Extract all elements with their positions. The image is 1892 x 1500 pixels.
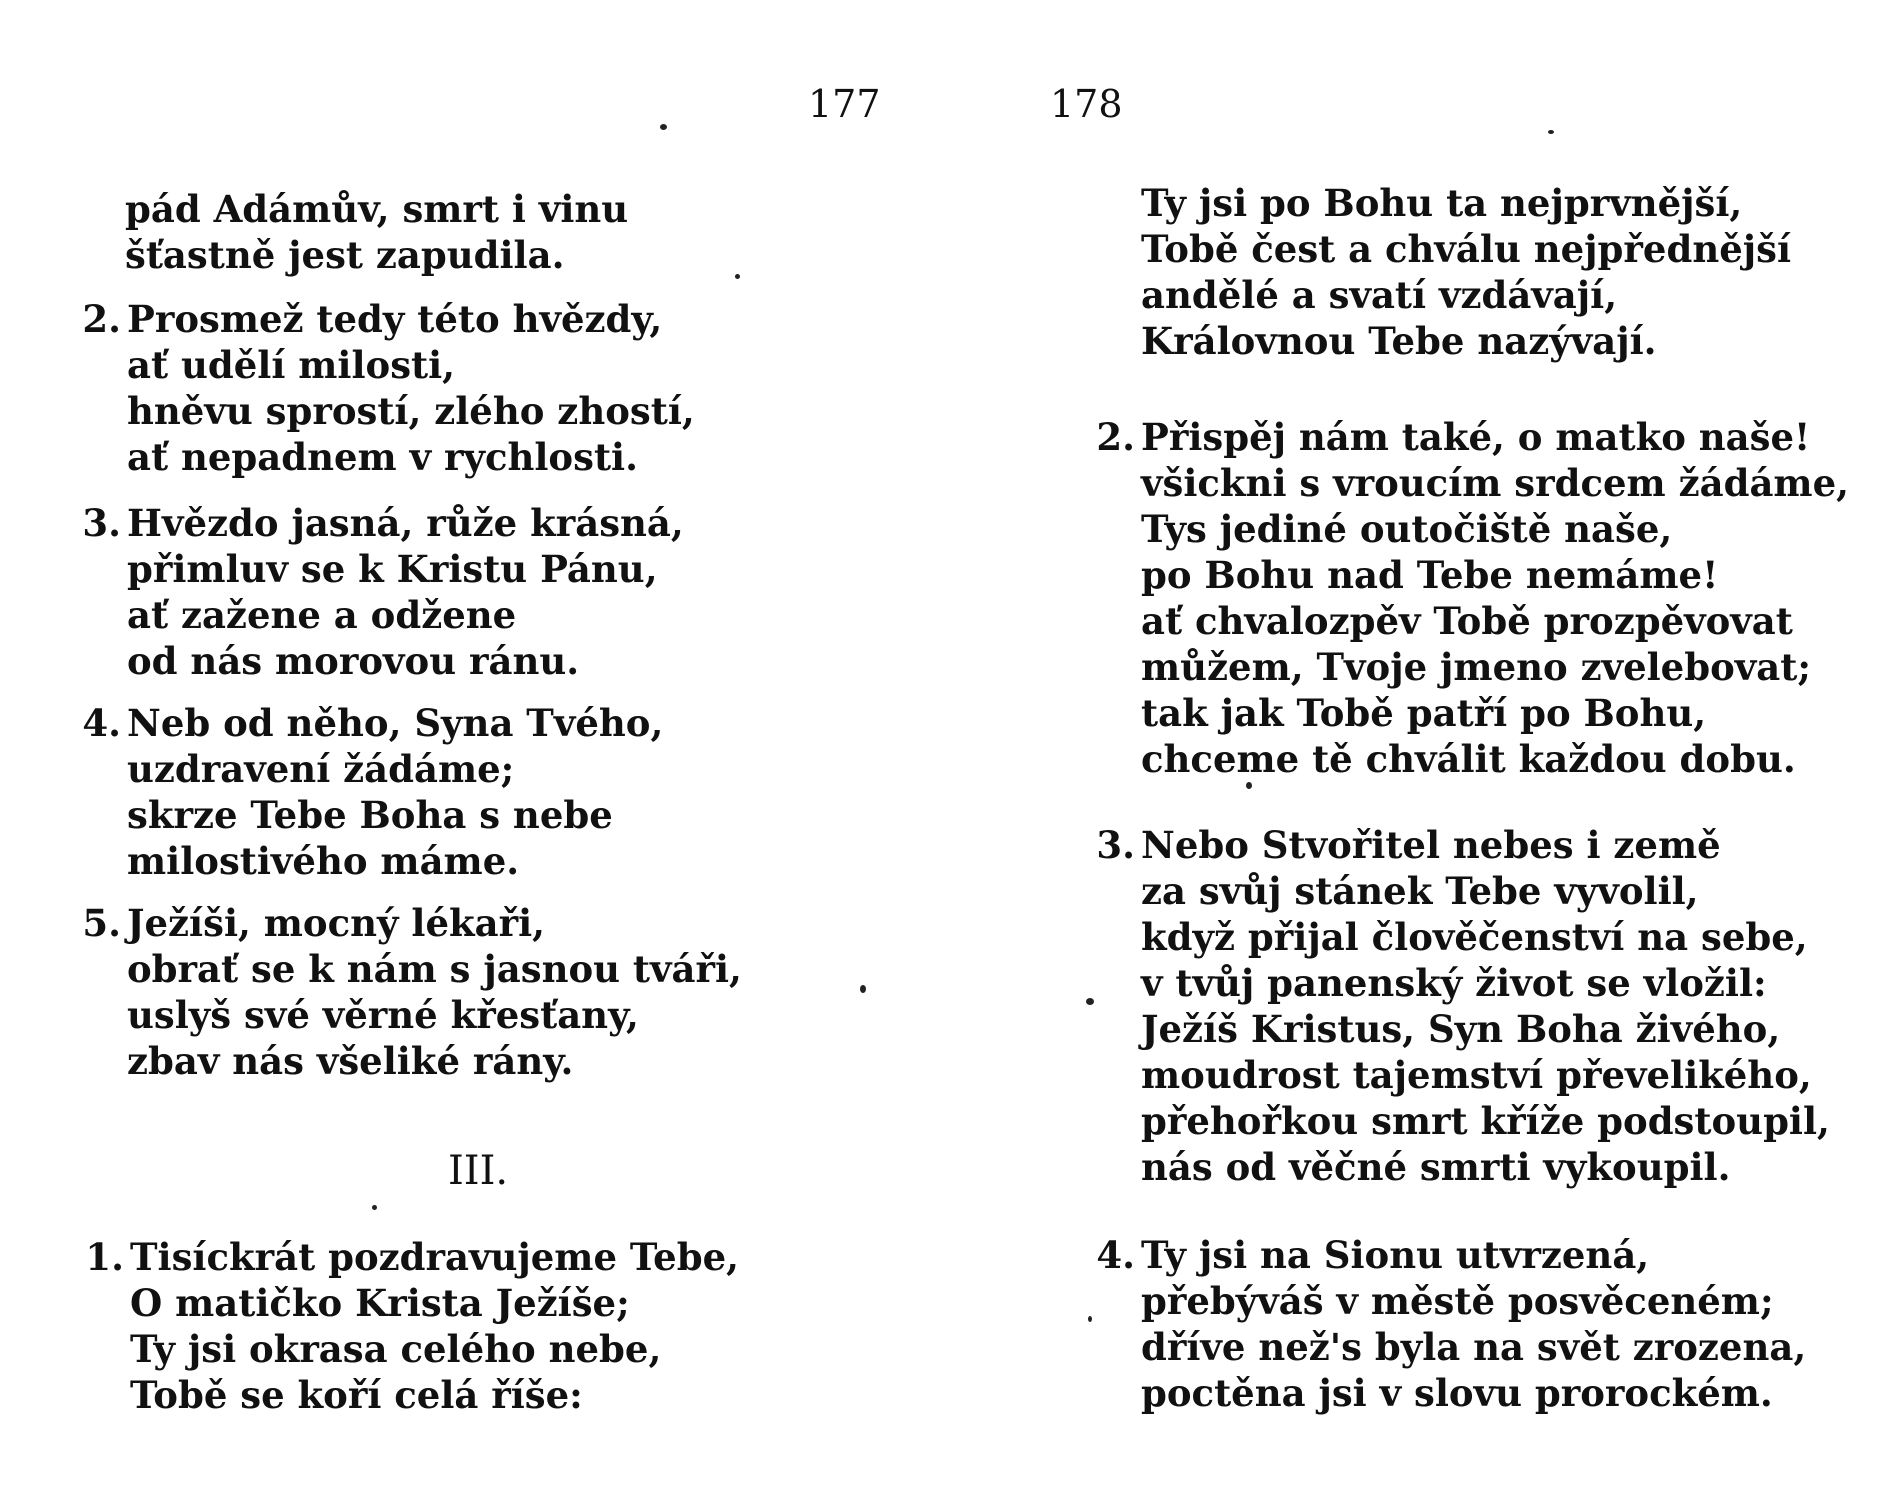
stanza-5 <box>82 900 742 1084</box>
verse-line: Ty jsi okrasa celého nebe, <box>130 1327 662 1371</box>
print-speck <box>1086 998 1094 1005</box>
verse-line: uzdravení žádáme; <box>127 747 515 791</box>
verse-line: ať udělí milosti, <box>127 343 456 387</box>
page-number: 177 <box>808 82 881 126</box>
stanza-4 <box>1096 1232 1807 1416</box>
verse-line: Prosmež tedy této hvězdy, <box>127 297 663 341</box>
stanza-number: 4. <box>82 701 121 745</box>
print-speck <box>1088 1316 1092 1322</box>
stanza-number: 1. <box>85 1235 124 1279</box>
verse-line: hněvu sprostí, zlého zhostí, <box>127 389 695 433</box>
verse-line: Přispěj nám také, o matko naše! <box>1141 415 1811 459</box>
stanza-3 <box>82 500 684 684</box>
verse-line: Nebo Stvořitel nebes i země <box>1141 823 1721 867</box>
verse-line: Královnou Tebe nazývají. <box>1141 319 1657 363</box>
verse-line: moudrost tajemství převelikého, <box>1141 1053 1812 1097</box>
verse-line: za svůj stánek Tebe vyvolil, <box>1141 869 1699 913</box>
stanza-number: 3. <box>82 501 121 545</box>
verse-line: pád Adámův, smrt i vinu <box>125 187 629 231</box>
verse-line: v tvůj panenský život se vložil: <box>1141 961 1767 1005</box>
verse-line: můžem, Tvoje jmeno zvelebovat; <box>1141 645 1811 689</box>
section-heading: III. <box>448 1148 509 1194</box>
continuation-stanza <box>125 186 628 278</box>
verse-line: milostivého máme. <box>127 839 520 883</box>
verse-line: Ty jsi po Bohu ta nejprvnější, <box>1141 181 1743 225</box>
section-stanza-1 <box>85 1234 740 1418</box>
verse-line: ať nepadnem v rychlosti. <box>127 435 638 479</box>
verse-line: Hvězdo jasná, růže krásná, <box>127 501 684 545</box>
verse-line: Tobě se koří celá říše: <box>130 1373 583 1417</box>
verse-line: ať zažene a odžene <box>127 593 517 637</box>
print-speck <box>735 274 740 279</box>
stanza-number: 5. <box>82 901 121 945</box>
stanza-4 <box>82 700 664 884</box>
verse-line: uslyš své věrné křesťany, <box>127 993 639 1037</box>
stanza-number: 2. <box>1096 415 1135 459</box>
stanza-number: 3. <box>1096 823 1135 867</box>
print-speck <box>860 985 866 993</box>
stanza-number: 4. <box>1096 1233 1135 1277</box>
verse-line: Tys jediné outočiště naše, <box>1141 507 1673 551</box>
verse-line: dříve než's byla na svět zrozena, <box>1141 1325 1807 1369</box>
print-speck <box>372 1205 377 1210</box>
verse-line: Tobě čest a chválu nejpřednější <box>1141 227 1792 271</box>
right-page <box>946 0 1892 1500</box>
verse-line: Ježíš Kristus, Syn Boha živého, <box>1141 1007 1781 1051</box>
verse-line: obrať se k nám s jasnou tváři, <box>127 947 742 991</box>
verse-line: přimluv se k Kristu Pánu, <box>127 547 658 591</box>
print-speck <box>1246 782 1252 789</box>
stanza-2 <box>82 296 695 480</box>
continuation-stanza <box>1141 180 1791 364</box>
print-speck <box>1548 130 1554 134</box>
verse-line: když přijal člověčenství na sebe, <box>1141 915 1808 959</box>
verse-line: skrze Tebe Boha s nebe <box>127 793 613 837</box>
verse-line: po Bohu nad Tebe nemáme! <box>1141 553 1719 597</box>
verse-line: chceme tě chválit každou dobu. <box>1141 737 1796 781</box>
verse-line: zbav nás všeliké rány. <box>127 1039 574 1083</box>
verse-line: poctěna jsi v slovu prorockém. <box>1141 1371 1773 1415</box>
verse-line: Tisíckrát pozdravujeme Tebe, <box>130 1235 740 1279</box>
print-speck <box>660 124 667 130</box>
verse-line: přehořkou smrt kříže podstoupil, <box>1141 1099 1830 1143</box>
verse-line: všickni s vroucím srdcem žádáme, <box>1141 461 1849 505</box>
verse-line: od nás morovou ránu. <box>127 639 580 683</box>
verse-line: přebýváš v městě posvěceném; <box>1141 1279 1774 1323</box>
stanza-2 <box>1096 414 1849 782</box>
verse-line: tak jak Tobě patří po Bohu, <box>1141 691 1707 735</box>
stanza-3 <box>1096 822 1830 1190</box>
stanza-number: 2. <box>82 297 121 341</box>
page-number: 178 <box>1050 82 1123 126</box>
verse-line: O matičko Krista Ježíše; <box>130 1281 630 1325</box>
verse-line: Ježíši, mocný lékaři, <box>127 901 546 945</box>
verse-line: Ty jsi na Sionu utvrzená, <box>1141 1233 1650 1277</box>
verse-line: Neb od něho, Syna Tvého, <box>127 701 664 745</box>
verse-line: ať chvalozpěv Tobě prozpěvovat <box>1141 599 1793 643</box>
verse-line: nás od věčné smrti vykoupil. <box>1141 1145 1731 1189</box>
verse-line: šťastně jest zapudila. <box>125 233 565 277</box>
verse-line: andělé a svatí vzdávají, <box>1141 273 1618 317</box>
